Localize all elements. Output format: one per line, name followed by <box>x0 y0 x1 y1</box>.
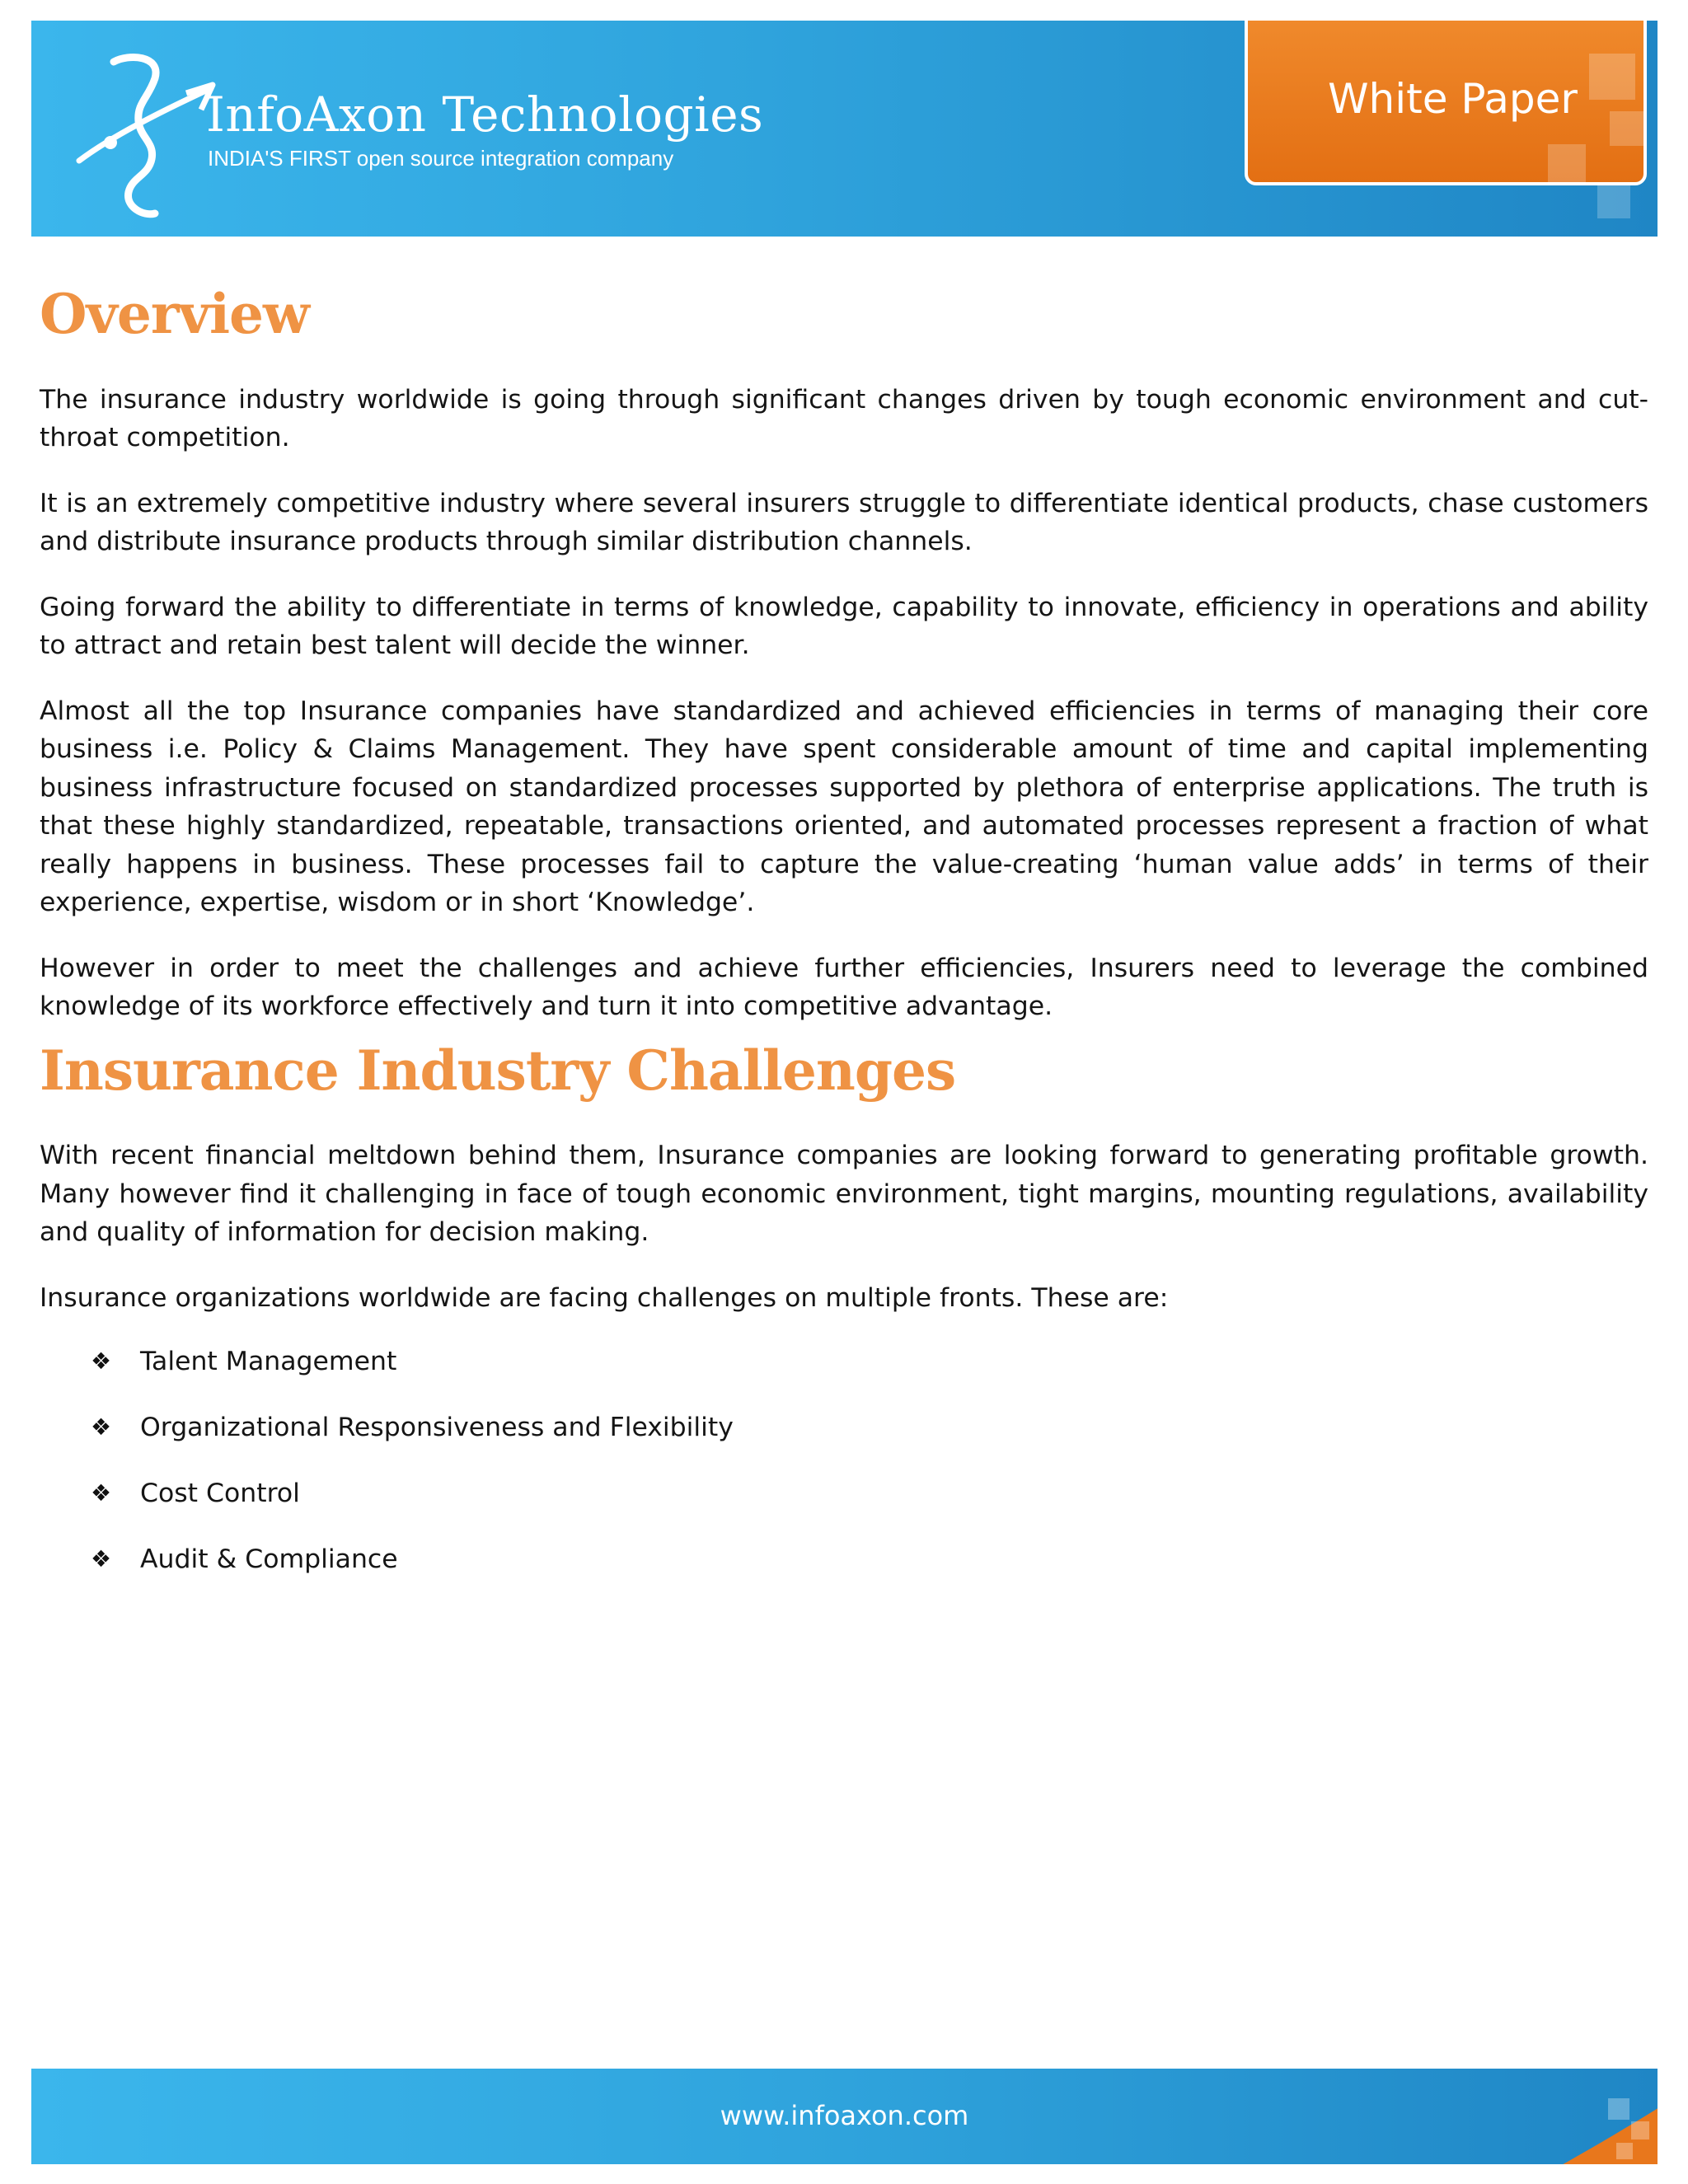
overview-paragraph: However in order to meet the challenges and achieve further efficiencies, Insurers need to leverage the combined knowledge of its workforce effectively and turn it into competitive advantage. <box>40 953 1648 1022</box>
list-item <box>40 1408 1648 1446</box>
four-diamond-bullet-icon: ❖ <box>91 1545 112 1573</box>
challenges-list <box>40 1342 1648 1578</box>
orange-swoosh-decoration <box>1484 2082 1658 2164</box>
overview-paragraph: The insurance industry worldwide is going through significant changes driven by tough economic environment and cut-throat competition. <box>40 384 1648 453</box>
list-item-label: Audit & Compliance <box>140 1544 398 1574</box>
overview-paragraph: Going forward the ability to differentiate in terms of knowledge, capability to innovate, efficiency in operations and ability to attract and retain best talent will decide the winner. <box>40 592 1648 661</box>
list-item <box>40 1540 1648 1578</box>
challenges-heading: Insurance Industry Challenges <box>40 1038 956 1103</box>
list-item-label: Talent Management <box>140 1346 397 1376</box>
website-link[interactable]: www.infoaxon.com <box>720 2100 969 2131</box>
overview-heading: Overview <box>40 282 309 346</box>
overview-paragraph: Almost all the top Insurance companies have standardized and achieved efficiencies in terms of managing their core business i.e. Policy & Claims Management. They have spent considerable amount of time and capital implementing business infrastructure focused on standardized processes supported by plethora of enterprise applications. The truth is that these highly standardized, repeatable, transactions oriented, and automated processes represent a fraction of what really happens in business. These processes fail to capture the value-creating ‘human value adds’ in terms of their experience, expertise, wisdom or in short ‘Knowledge’. <box>40 696 1648 918</box>
challenges-paragraph: Insurance organizations worldwide are facing challenges on multiple fronts. These are: <box>40 1282 1169 1313</box>
four-diamond-bullet-icon: ❖ <box>91 1413 112 1441</box>
list-item-label: Cost Control <box>140 1478 300 1508</box>
page-header <box>31 21 1658 237</box>
overview-paragraph: It is an extremely competitive industry where several insurers struggle to differentiate identical products, chase customers and distribute insurance products through similar distribution channels. <box>40 488 1648 557</box>
white-paper-label: White Paper <box>1328 75 1578 123</box>
white-paper-badge <box>1245 21 1647 185</box>
four-diamond-bullet-icon: ❖ <box>91 1347 112 1376</box>
list-item <box>40 1474 1648 1512</box>
four-diamond-bullet-icon: ❖ <box>91 1479 112 1507</box>
list-item-label: Organizational Responsiveness and Flexibility <box>140 1412 734 1442</box>
decorative-square <box>1610 111 1644 146</box>
document-body <box>40 284 1648 1605</box>
infoaxon-face-logo-icon <box>63 45 227 227</box>
decorative-square <box>1548 144 1586 182</box>
company-name: InfoAxon Technologies <box>206 87 764 143</box>
company-tagline: INDIA'S FIRST open source integration company <box>208 146 674 171</box>
page-footer <box>31 2069 1658 2164</box>
decorative-square <box>1597 185 1630 218</box>
list-item <box>40 1342 1648 1380</box>
decorative-square <box>1589 54 1635 100</box>
challenges-paragraph: With recent financial meltdown behind them, Insurance companies are looking forward to generating profitable growth. Many however find it challenging in face of tough economic environment, tight margins, mounting regulations, availability and quality of information for decision making. <box>40 1141 1648 1248</box>
